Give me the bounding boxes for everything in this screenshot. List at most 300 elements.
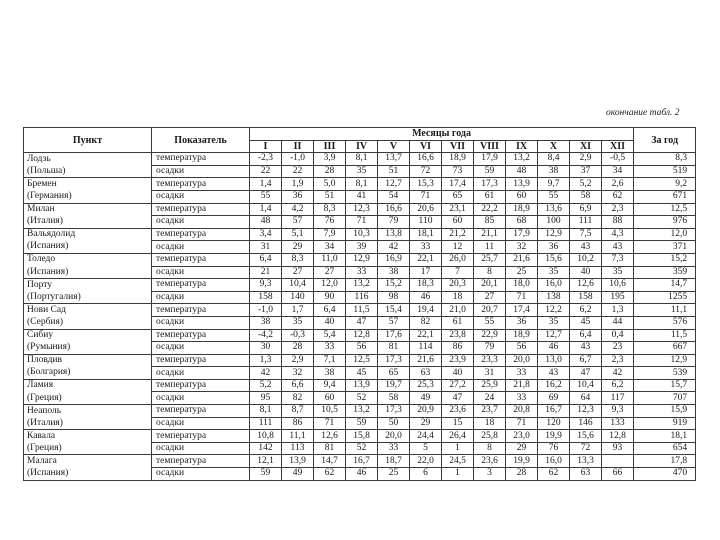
header-month: II <box>282 140 314 153</box>
month-value: 11 <box>474 241 506 254</box>
month-value: 29 <box>410 417 442 430</box>
month-value: 110 <box>410 216 442 229</box>
indicator-label: осадки <box>152 190 250 203</box>
month-value: 22 <box>282 165 314 178</box>
indicator-label: осадки <box>152 468 250 481</box>
month-value: 6,9 <box>570 203 602 216</box>
month-value: 42 <box>250 367 282 380</box>
indicator-label: осадки <box>152 241 250 254</box>
month-value: 17,4 <box>442 178 474 191</box>
month-value: 22,9 <box>474 329 506 342</box>
month-value: 133 <box>602 417 634 430</box>
city-name: Ламия <box>24 379 152 392</box>
month-value: 58 <box>378 392 410 405</box>
month-value: 9,3 <box>250 279 282 292</box>
annual-value: 576 <box>634 316 696 329</box>
temperature-row <box>24 455 696 468</box>
indicator-label: осадки <box>152 367 250 380</box>
month-value: 13,9 <box>282 455 314 468</box>
temperature-row <box>24 178 696 191</box>
month-value: 25 <box>506 266 538 279</box>
month-value: 69 <box>538 392 570 405</box>
month-value: 23,0 <box>506 430 538 443</box>
month-value: 46 <box>410 291 442 304</box>
month-value: 20,8 <box>506 405 538 418</box>
month-value: 52 <box>346 392 378 405</box>
month-value: 29 <box>282 241 314 254</box>
month-value: 81 <box>314 442 346 455</box>
city-name: Пловдив <box>24 354 152 367</box>
month-value: 6,2 <box>602 379 634 392</box>
month-value: 37 <box>570 165 602 178</box>
country-name: (Германия) <box>24 190 152 203</box>
month-value: 61 <box>474 190 506 203</box>
month-value: 12,9 <box>538 228 570 241</box>
country-name: (Польша) <box>24 165 152 178</box>
precipitation-row <box>24 291 696 304</box>
month-value: 21,6 <box>506 253 538 266</box>
month-value: 59 <box>250 468 282 481</box>
month-value: 13,2 <box>506 153 538 166</box>
month-value: 79 <box>474 342 506 355</box>
month-value: 58 <box>570 190 602 203</box>
temperature-row <box>24 153 696 166</box>
month-value: 116 <box>346 291 378 304</box>
month-value: 19,9 <box>506 455 538 468</box>
month-value: 12,1 <box>250 455 282 468</box>
header-month: IX <box>506 140 538 153</box>
indicator-label: температура <box>152 203 250 216</box>
month-value: 138 <box>538 291 570 304</box>
precipitation-row <box>24 367 696 380</box>
month-value: 11,0 <box>314 253 346 266</box>
month-value: 25,8 <box>474 430 506 443</box>
month-value: 15,3 <box>410 178 442 191</box>
temperature-row <box>24 203 696 216</box>
month-value: 86 <box>442 342 474 355</box>
month-value: 1,9 <box>282 178 314 191</box>
month-value: 27,2 <box>442 379 474 392</box>
month-value: 12,6 <box>314 430 346 443</box>
header-month: III <box>314 140 346 153</box>
month-value: 18,9 <box>506 329 538 342</box>
month-value: -2,3 <box>250 153 282 166</box>
month-value: 2,3 <box>602 203 634 216</box>
annual-value: 1255 <box>634 291 696 304</box>
month-value: 47 <box>346 316 378 329</box>
month-value: 35 <box>538 316 570 329</box>
month-value: 111 <box>570 216 602 229</box>
header-month: XI <box>570 140 602 153</box>
month-value: 16,2 <box>538 379 570 392</box>
month-value: 10,5 <box>314 405 346 418</box>
month-value: 6,4 <box>314 304 346 317</box>
month-value: 79 <box>378 216 410 229</box>
month-value: 48 <box>250 216 282 229</box>
indicator-label: температура <box>152 379 250 392</box>
month-value: 17,9 <box>506 228 538 241</box>
precipitation-row <box>24 266 696 279</box>
month-value: 41 <box>346 190 378 203</box>
month-value: 23,1 <box>442 203 474 216</box>
month-value: 8,4 <box>538 153 570 166</box>
month-value: 62 <box>314 468 346 481</box>
month-value: 35 <box>282 316 314 329</box>
month-value: 7 <box>442 266 474 279</box>
month-value: 71 <box>314 417 346 430</box>
annual-value: 15,2 <box>634 253 696 266</box>
month-value: 32 <box>282 367 314 380</box>
month-value: 2,6 <box>602 178 634 191</box>
month-value: 16,9 <box>378 253 410 266</box>
month-value: 36 <box>506 316 538 329</box>
month-value: 71 <box>506 291 538 304</box>
country-name: (Италия) <box>24 417 152 430</box>
month-value: 52 <box>346 442 378 455</box>
month-value: 45 <box>346 367 378 380</box>
month-value: 28 <box>314 165 346 178</box>
month-value: 20,6 <box>410 203 442 216</box>
month-value: 90 <box>314 291 346 304</box>
table-continuation-note: окончание табл. 2 <box>606 108 680 118</box>
month-value: 38 <box>538 165 570 178</box>
month-value: 1,4 <box>250 203 282 216</box>
month-value: 72 <box>410 165 442 178</box>
month-value: 88 <box>602 216 634 229</box>
precipitation-row <box>24 392 696 405</box>
month-value: 12,2 <box>538 304 570 317</box>
month-value: 13,8 <box>378 228 410 241</box>
country-name: (Болгария) <box>24 367 152 380</box>
month-value: 12,7 <box>378 178 410 191</box>
month-value: 43 <box>538 367 570 380</box>
month-value: 40 <box>314 316 346 329</box>
indicator-label: температура <box>152 253 250 266</box>
precipitation-row <box>24 165 696 178</box>
month-value: 7,5 <box>570 228 602 241</box>
month-value: 15,2 <box>378 279 410 292</box>
month-value: 35 <box>538 266 570 279</box>
month-value: 22,1 <box>410 329 442 342</box>
month-value: 21,6 <box>410 354 442 367</box>
month-value: 54 <box>378 190 410 203</box>
month-value: 18,1 <box>410 228 442 241</box>
table-body <box>24 153 696 480</box>
month-value: 5,2 <box>570 178 602 191</box>
month-value: 6,2 <box>570 304 602 317</box>
annual-value: 17,8 <box>634 455 696 468</box>
header-month: VIII <box>474 140 506 153</box>
month-value: 6,4 <box>570 329 602 342</box>
month-value: 27 <box>282 266 314 279</box>
precipitation-row <box>24 442 696 455</box>
month-value: 42 <box>378 241 410 254</box>
month-value: 18,9 <box>442 153 474 166</box>
month-value: 12,0 <box>314 279 346 292</box>
indicator-label: температура <box>152 228 250 241</box>
country-name: (Испания) <box>24 266 152 279</box>
indicator-label: осадки <box>152 417 250 430</box>
annual-value: 15,9 <box>634 405 696 418</box>
annual-value: 11,5 <box>634 329 696 342</box>
month-value: -0,3 <box>282 329 314 342</box>
month-value: 31 <box>474 367 506 380</box>
month-value: 11,5 <box>346 304 378 317</box>
month-value: 38 <box>314 367 346 380</box>
header-month: XII <box>602 140 634 153</box>
month-value: 33 <box>506 392 538 405</box>
month-value: 65 <box>378 367 410 380</box>
month-value: 10,4 <box>282 279 314 292</box>
temperature-row <box>24 304 696 317</box>
month-value: 8,3 <box>282 253 314 266</box>
annual-value: 359 <box>634 266 696 279</box>
month-value: 82 <box>410 316 442 329</box>
indicator-label: температура <box>152 279 250 292</box>
month-value: 40 <box>570 266 602 279</box>
month-value: 40 <box>442 367 474 380</box>
city-name: Лодзь <box>24 153 152 166</box>
temperature-row <box>24 405 696 418</box>
month-value: 100 <box>538 216 570 229</box>
month-value: 15,4 <box>378 304 410 317</box>
month-value: 21,0 <box>442 304 474 317</box>
month-value: 5 <box>410 442 442 455</box>
country-name: (Испания) <box>24 468 152 481</box>
month-value: 98 <box>378 291 410 304</box>
month-value: 42 <box>602 367 634 380</box>
header-indicator: Показатель <box>152 128 250 153</box>
month-value: 195 <box>602 291 634 304</box>
month-value: 93 <box>602 442 634 455</box>
month-value: 36 <box>282 190 314 203</box>
month-value: 17,6 <box>378 329 410 342</box>
month-value: 38 <box>378 266 410 279</box>
month-value: 111 <box>250 417 282 430</box>
annual-value: 707 <box>634 392 696 405</box>
month-value: 65 <box>442 190 474 203</box>
month-value: 24,4 <box>410 430 442 443</box>
annual-value: 15,7 <box>634 379 696 392</box>
month-value: 23,9 <box>442 354 474 367</box>
month-value: 25,3 <box>410 379 442 392</box>
month-value: 1,3 <box>602 304 634 317</box>
header-month: VII <box>442 140 474 153</box>
month-value: -1,0 <box>250 304 282 317</box>
month-value: 12,8 <box>602 430 634 443</box>
month-value: 8,1 <box>346 153 378 166</box>
header-month: VI <box>410 140 442 153</box>
month-value: 33 <box>378 442 410 455</box>
month-value: 17,3 <box>378 405 410 418</box>
city-name: Милан <box>24 203 152 216</box>
month-value: 81 <box>378 342 410 355</box>
month-value: 6,4 <box>250 253 282 266</box>
country-name: (Португалия) <box>24 291 152 304</box>
month-value: 16,0 <box>538 279 570 292</box>
month-value: 68 <box>506 216 538 229</box>
month-value: 9,7 <box>538 178 570 191</box>
precipitation-row <box>24 216 696 229</box>
month-value: 21,2 <box>442 228 474 241</box>
month-value: 1 <box>442 468 474 481</box>
month-value: 13,0 <box>538 354 570 367</box>
month-value: 120 <box>538 417 570 430</box>
month-value: 33 <box>346 266 378 279</box>
month-value: 20,0 <box>378 430 410 443</box>
month-value: 5,4 <box>314 329 346 342</box>
month-value: 48 <box>506 165 538 178</box>
city-name: Неаполь <box>24 405 152 418</box>
city-name: Нови Сад <box>24 304 152 317</box>
indicator-label: осадки <box>152 392 250 405</box>
month-value: 13,9 <box>346 379 378 392</box>
month-value: 7,3 <box>602 253 634 266</box>
city-name: Сибиу <box>24 329 152 342</box>
month-value: 8,1 <box>346 178 378 191</box>
month-value: 34 <box>602 165 634 178</box>
indicator-label: температура <box>152 178 250 191</box>
month-value: 33 <box>410 241 442 254</box>
month-value: 15,6 <box>570 430 602 443</box>
month-value: 12 <box>442 241 474 254</box>
month-value: 16,7 <box>346 455 378 468</box>
city-name: Вальядолид <box>24 228 152 241</box>
month-value: 8,3 <box>314 203 346 216</box>
month-value: 55 <box>250 190 282 203</box>
month-value: 49 <box>282 468 314 481</box>
month-value: 18 <box>442 291 474 304</box>
month-value: 16,6 <box>410 153 442 166</box>
month-value: 24 <box>474 392 506 405</box>
indicator-label: температура <box>152 354 250 367</box>
month-value: 51 <box>378 165 410 178</box>
month-value: 31 <box>250 241 282 254</box>
month-value: 33 <box>506 367 538 380</box>
month-value: 51 <box>314 190 346 203</box>
month-value: 56 <box>346 342 378 355</box>
month-value: 8 <box>474 442 506 455</box>
month-value: 30 <box>250 342 282 355</box>
city-name: Порту <box>24 279 152 292</box>
temperature-row <box>24 430 696 443</box>
month-value: 16,7 <box>538 405 570 418</box>
month-value: 61 <box>442 316 474 329</box>
indicator-label: осадки <box>152 216 250 229</box>
month-value: 1,7 <box>282 304 314 317</box>
month-value: 13,2 <box>346 405 378 418</box>
country-name: (Сербия) <box>24 316 152 329</box>
month-value: 86 <box>282 417 314 430</box>
precipitation-row <box>24 190 696 203</box>
month-value: 20,0 <box>506 354 538 367</box>
month-value: 22 <box>250 165 282 178</box>
month-value: 18 <box>474 417 506 430</box>
header-month: IV <box>346 140 378 153</box>
country-name: (Италия) <box>24 216 152 229</box>
month-value: 12,6 <box>570 279 602 292</box>
month-value: 19,7 <box>378 379 410 392</box>
month-value: 26,4 <box>442 430 474 443</box>
month-value: -1,0 <box>282 153 314 166</box>
month-value: 60 <box>506 190 538 203</box>
annual-value: 12,9 <box>634 354 696 367</box>
city-name: Малага <box>24 455 152 468</box>
month-value: 49 <box>410 392 442 405</box>
annual-value: 919 <box>634 417 696 430</box>
indicator-label: осадки <box>152 291 250 304</box>
month-value: 18,0 <box>506 279 538 292</box>
precipitation-row <box>24 417 696 430</box>
month-value: 13,3 <box>570 455 602 468</box>
month-value: 16,6 <box>378 203 410 216</box>
month-value: 158 <box>250 291 282 304</box>
month-value: 34 <box>314 241 346 254</box>
annual-value: 12,0 <box>634 228 696 241</box>
month-value: 8 <box>474 266 506 279</box>
precipitation-row <box>24 241 696 254</box>
month-value: 33 <box>314 342 346 355</box>
month-value: 6,6 <box>282 379 314 392</box>
month-value: 23,6 <box>474 455 506 468</box>
month-value: 12,9 <box>346 253 378 266</box>
city-name: Бремен <box>24 178 152 191</box>
annual-value: 12,5 <box>634 203 696 216</box>
month-value: 17,3 <box>474 178 506 191</box>
month-value: 15,6 <box>538 253 570 266</box>
month-value: 4,3 <box>602 228 634 241</box>
city-name: Кавала <box>24 430 152 443</box>
month-value: 13,7 <box>378 153 410 166</box>
precipitation-row <box>24 342 696 355</box>
month-value: 21,8 <box>506 379 538 392</box>
header-month: I <box>250 140 282 153</box>
month-value: 23,7 <box>474 405 506 418</box>
month-value: 158 <box>570 291 602 304</box>
indicator-label: температура <box>152 405 250 418</box>
month-value: 20,1 <box>474 279 506 292</box>
annual-value: 470 <box>634 468 696 481</box>
header-year: За год <box>634 128 696 153</box>
month-value: 35 <box>602 266 634 279</box>
month-value: 0,4 <box>602 329 634 342</box>
month-value: 63 <box>570 468 602 481</box>
month-value: 3,4 <box>250 228 282 241</box>
climate-table <box>23 127 696 481</box>
month-value: 3 <box>474 468 506 481</box>
month-value: 57 <box>282 216 314 229</box>
month-value: 50 <box>378 417 410 430</box>
indicator-label: осадки <box>152 442 250 455</box>
month-value: 56 <box>506 342 538 355</box>
annual-value: 8,3 <box>634 153 696 166</box>
annual-value: 11,1 <box>634 304 696 317</box>
month-value: 1,3 <box>250 354 282 367</box>
month-value: 23,3 <box>474 354 506 367</box>
month-value: 43 <box>602 241 634 254</box>
month-value: 7,9 <box>314 228 346 241</box>
month-value: 23 <box>602 342 634 355</box>
month-value: 95 <box>250 392 282 405</box>
month-value: 72 <box>570 442 602 455</box>
indicator-label: осадки <box>152 316 250 329</box>
month-value: 57 <box>378 316 410 329</box>
month-value: 10,6 <box>602 279 634 292</box>
month-value: 71 <box>346 216 378 229</box>
month-value: 36 <box>538 241 570 254</box>
month-value: 23,6 <box>442 405 474 418</box>
month-value: 18,7 <box>378 455 410 468</box>
